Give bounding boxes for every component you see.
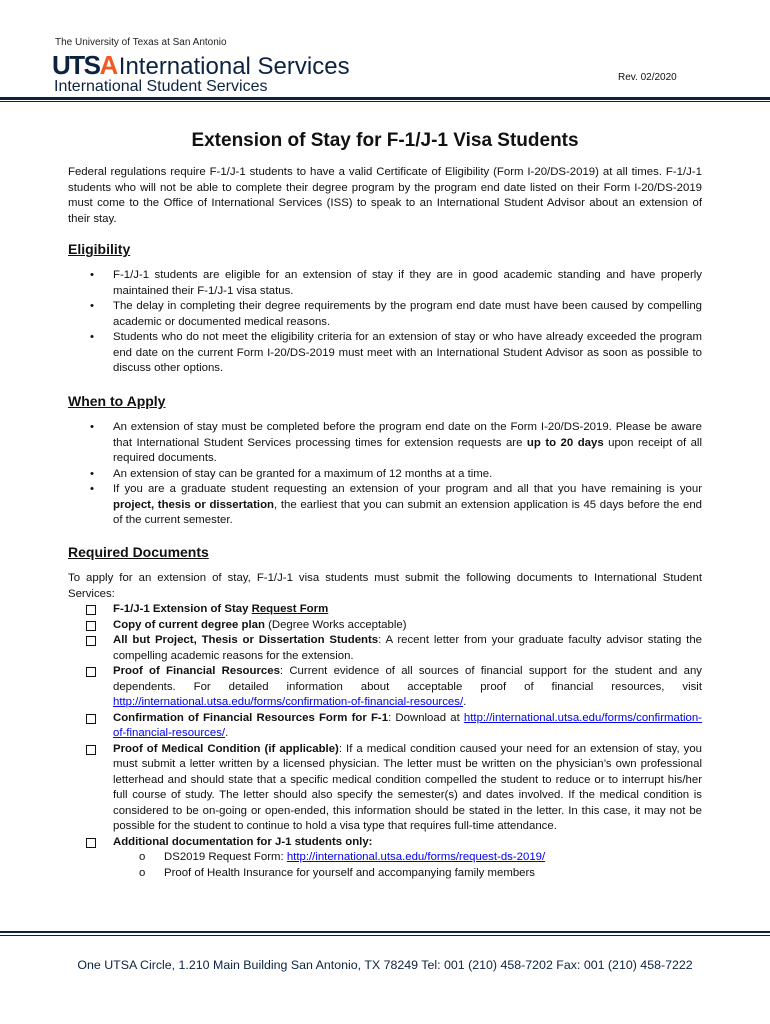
list-item: • If you are a graduate student requesting an extension of your program and all that you have remaining is your project, thesis or dissertation, the earliest that you can submit an extension application is 45 days before the end of the current semester.: [90, 483, 702, 526]
utsa-logo: [52, 50, 350, 80]
header-divider: [0, 97, 770, 100]
header-divider-thin: [0, 101, 770, 102]
financial-resources-link[interactable]: http://international.utsa.edu/forms/confirmation-of-financial-resources/: [113, 696, 464, 708]
intro-paragraph: Federal regulations require F-1/J-1 students to have a valid Certificate of Eligibility (Form I-20/DS-2019) at all times. F-1/J-1 students who will not be able to complete their degree program by the program end date listed on their Form I-20/DS-2019 must come to the Office of International Services (ISS) to speak to an International Student Advisor about an extension of their stay.: [68, 166, 702, 225]
checklist-item: F-1/J-1 Extension of Stay Request Form: [68, 602, 702, 618]
list-item: o DS2019 Request Form: http://international.utsa.edu/forms/request-ds-2019/: [139, 851, 546, 863]
department-subtitle: International Student Services: [54, 78, 268, 95]
footer-divider-thin: [0, 935, 770, 936]
list-item: • Students who do not meet the eligibility criteria for an extension of stay or who have already exceeded the program end date on the current Form I-20/DS-2019 must meet with an International Student Advisor as soon as possible to discuss other options.: [90, 331, 702, 374]
checklist-item: Proof of Financial Resources: Current evidence of all sources of financial support for the student and any dependents. For detailed information about acceptable proof of financial resources, visit http://international.utsa.edu/forms/confirmation-of-financial-resources/.: [68, 664, 702, 711]
checklist-item: Confirmation of Financial Resources Form for F-1: Download at http://international.utsa.edu/forms/confirmation-of-financial-resources/.: [68, 711, 702, 742]
utsa-wordmark: UTSA: [52, 50, 117, 80]
eligibility-list: [68, 268, 702, 377]
list-item: • An extension of stay must be completed before the program end date on the Form I-20/DS-2019. Please be aware that International Student Services processing times for extension requests are up to 20 days upon receipt of all required documents.: [90, 421, 702, 464]
checkbox-icon: [86, 714, 96, 724]
university-name: The University of Texas at San Antonio: [55, 37, 227, 48]
j1-sublist: [113, 850, 702, 881]
checkbox-icon: [86, 745, 96, 755]
when-to-apply-heading: When to Apply: [68, 393, 166, 409]
list-item: • F-1/J-1 students are eligible for an extension of stay if they are in good academic standing and have properly maintained their F-1/J-1 visa status.: [90, 269, 702, 297]
checkbox-icon: [86, 605, 96, 615]
checkbox-icon: [86, 667, 96, 677]
list-item: • The delay in completing their degree requirements by the program end date must have been caused by compelling academic or documented medical reasons.: [90, 300, 702, 328]
when-to-apply-list: [68, 420, 702, 529]
checkbox-icon: [86, 838, 96, 848]
required-documents-heading: Required Documents: [68, 544, 209, 560]
revision-date: Rev. 02/2020: [618, 72, 677, 83]
checklist-item: Additional documentation for J-1 students only: o DS2019 Request Form: http://international.utsa.edu/forms/request-ds-2019/ o Proof of Health Insurance for yourself and accompanying family members: [68, 835, 702, 882]
list-item: • An extension of stay can be granted for a maximum of 12 months at a time.: [90, 467, 493, 480]
financial-form-download-link[interactable]: http://international.utsa.edu/forms/confirmation-of-financial-resources/: [113, 711, 702, 739]
required-documents-checklist: [68, 602, 702, 881]
checkbox-icon: [86, 636, 96, 646]
logo-text: International Services: [118, 53, 350, 80]
ds2019-request-link[interactable]: http://international.utsa.edu/forms/request-ds-2019/: [286, 851, 546, 863]
footer-contact: One UTSA Circle, 1.210 Main Building San Antonio, TX 78249 Tel: 001 (210) 458-7202 Fax: 001 (210) 458-7222: [77, 958, 693, 972]
footer-divider: [0, 931, 770, 933]
checkbox-icon: [86, 621, 96, 631]
document-title: Extension of Stay for F-1/J-1 Visa Students: [191, 130, 579, 151]
checklist-item: All but Project, Thesis or Dissertation Students: A recent letter from your graduate faculty advisor stating the compelling academic reasons for the extension.: [68, 633, 702, 664]
required-documents-intro: To apply for an extension of stay, F-1/J-1 visa students must submit the following documents to International Student Services:: [68, 572, 702, 600]
eligibility-heading: Eligibility: [68, 241, 131, 257]
request-form-link[interactable]: Request Form: [251, 603, 329, 615]
checklist-item: Copy of current degree plan (Degree Works acceptable): [68, 618, 702, 634]
checklist-item: Proof of Medical Condition (if applicable): If a medical condition caused your need for an extension of stay, you must submit a letter written by a licensed physician. The letter must be written on the physician’s own professional letterhead and should state that a specific medical condition compelled the student to reduce or to interrupt his/her full course of study. The letter should also specify the semester(s) and dates involved. If the medical condition is considered to be on-going or open-ended, this information should be stated in the letter. In this case, it may not be possible for the student to continue to hold a visa type that requires full-time attendance.: [68, 742, 702, 835]
list-item: o Proof of Health Insurance for yourself and accompanying family members: [139, 866, 536, 879]
